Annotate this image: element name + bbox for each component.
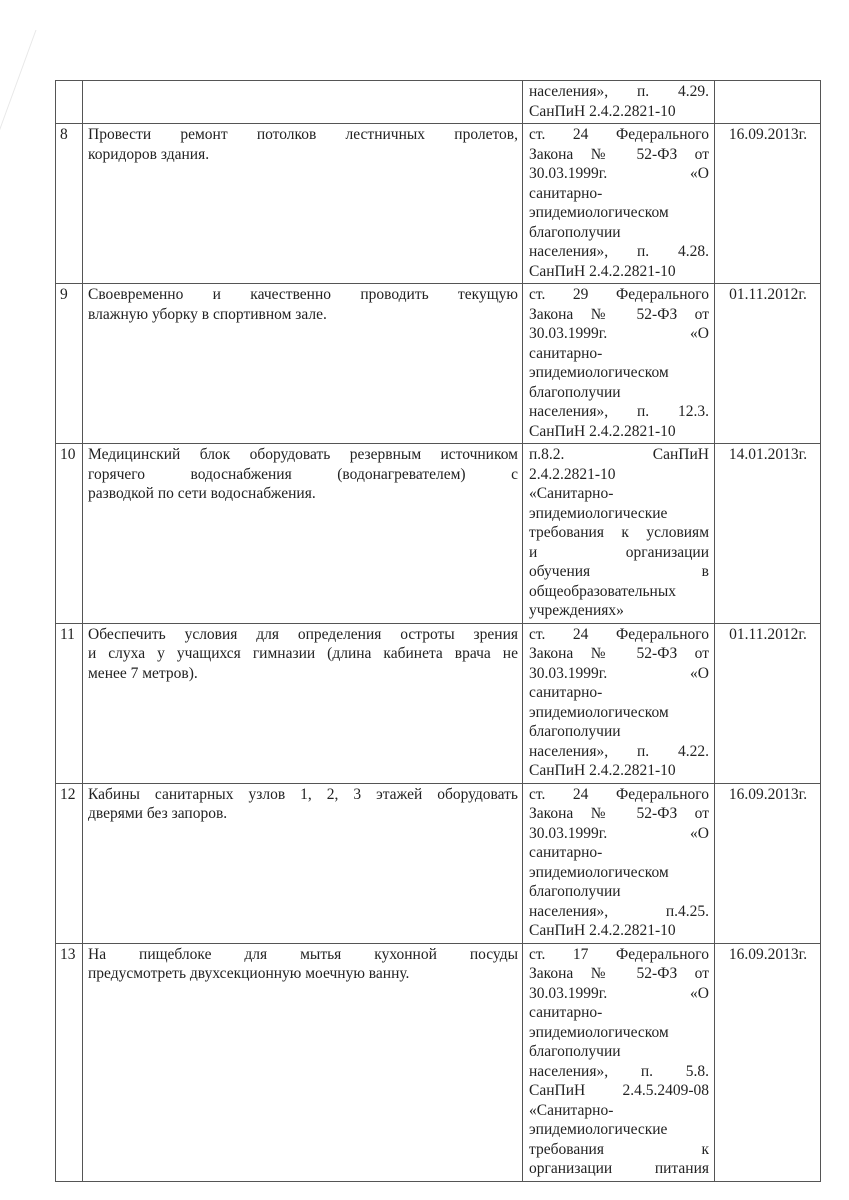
law-line: СанПиН 2.4.2.2821-10: [529, 922, 676, 939]
requirements-table: [55, 80, 821, 1182]
law-line: 30.03.1999г. «О: [529, 325, 709, 342]
law-line: населения», п. 4.29.: [529, 83, 709, 100]
law-line: СанПиН 2.4.2.2821-10: [529, 262, 676, 280]
law-line: ст. 29 Федерального: [529, 286, 709, 303]
desc-line: Провести ремонт потолков лестничных пролетов,: [88, 126, 518, 143]
measure-description: [83, 623, 523, 783]
desc-line: влажную уборку в спортивном зале.: [88, 305, 327, 323]
measure-description: [83, 943, 523, 1181]
desc-line: Обеспечить условия для определения остроты зрения: [88, 625, 518, 643]
law-line: благополучии: [529, 223, 621, 241]
law-line: населения», п. 12.3.: [529, 403, 709, 420]
desc-line: разводкой по сети водоснабжения.: [88, 485, 316, 502]
law-line: требования к условиям: [529, 524, 709, 541]
due-date: 16.09.2013г.: [715, 943, 821, 1181]
row-number: 11: [56, 623, 83, 783]
law-line: и организации: [529, 543, 709, 561]
law-line: Закона № 52-ФЗ от: [529, 305, 709, 323]
law-line: «Санитарно-: [529, 1101, 614, 1119]
law-line: Закона № 52-ФЗ от: [529, 965, 709, 982]
due-date: 01.11.2012г.: [715, 284, 821, 444]
law-line: ст. 17 Федерального: [529, 945, 709, 963]
desc-line: дверями без запоров.: [88, 805, 228, 822]
due-date: 14.01.2013г.: [715, 444, 821, 624]
law-line: требования к: [529, 1140, 709, 1158]
law-line: 30.03.1999г. «О: [529, 984, 709, 1002]
due-date: 01.11.2012г.: [715, 623, 821, 783]
row-number: 9: [56, 284, 83, 444]
law-line: ст. 24 Федерального: [529, 785, 709, 803]
due-date: [715, 81, 821, 124]
legal-basis: [523, 81, 715, 124]
row-number: [56, 81, 83, 124]
law-line: благополучии: [529, 383, 621, 401]
measure-description: [83, 284, 523, 444]
desc-line: предусмотреть двухсекционную моечную ванну.: [88, 965, 410, 982]
law-line: общеобразовательных: [529, 582, 677, 600]
table-row: [56, 124, 821, 284]
law-line: обучения в: [529, 563, 709, 580]
row-number: 12: [56, 783, 83, 943]
law-line: благополучии: [529, 723, 621, 740]
law-line: 30.03.1999г. «О: [529, 664, 709, 682]
law-line: 30.03.1999г. «О: [529, 824, 709, 842]
legal-basis: [523, 124, 715, 284]
row-number: 13: [56, 943, 83, 1181]
measure-description: [83, 783, 523, 943]
law-line: организации питания: [529, 1160, 709, 1177]
legal-basis: [523, 943, 715, 1181]
law-line: СанПиН 2.4.2.2821-10: [529, 102, 676, 120]
desc-line: Медицинский блок оборудовать резервным источником: [88, 446, 518, 463]
law-line: учреждениях»: [529, 602, 624, 619]
law-line: Закона № 52-ФЗ от: [529, 805, 709, 822]
legal-basis: [523, 783, 715, 943]
law-line: благополучии: [529, 1043, 621, 1060]
law-line: ст. 24 Федерального: [529, 625, 709, 643]
law-line: санитарно-: [529, 1004, 603, 1021]
legal-basis: [523, 284, 715, 444]
law-line: ст. 24 Федерального: [529, 126, 709, 143]
law-line: Закона № 52-ФЗ от: [529, 145, 709, 163]
desc-line: и слуха у учащихся гимназии (длина кабинета врача не: [88, 645, 518, 662]
law-line: эпидемиологическом: [529, 364, 669, 381]
law-line: 30.03.1999г. «О: [529, 165, 709, 182]
row-number: 8: [56, 124, 83, 284]
law-line: СанПиН 2.4.5.2409-08: [529, 1082, 709, 1099]
law-line: населения», п. 5.8.: [529, 1062, 709, 1080]
law-line: «Санитарно-: [529, 485, 614, 502]
table-row: [56, 81, 821, 124]
law-line: санитарно-: [529, 684, 603, 701]
law-line: эпидемиологические: [529, 504, 668, 522]
due-date: 16.09.2013г.: [715, 783, 821, 943]
measure-description: [83, 444, 523, 624]
measure-description: [83, 81, 523, 124]
table-row: [56, 284, 821, 444]
law-line: населения», п. 4.28.: [529, 243, 709, 260]
law-line: эпидемиологическом: [529, 204, 669, 221]
table-body: [56, 81, 821, 1182]
table-row: [56, 783, 821, 943]
table-row: [56, 444, 821, 624]
desc-line: На пищеблоке для мытья кухонной посуды: [88, 945, 518, 963]
due-date: 16.09.2013г.: [715, 124, 821, 284]
law-line: эпидемиологические: [529, 1121, 668, 1138]
legal-basis: [523, 444, 715, 624]
desc-line: горячего водоснабжения (водонагревателем) с: [88, 465, 518, 483]
row-number: 10: [56, 444, 83, 624]
law-line: санитарно-: [529, 184, 603, 202]
law-line: санитарно-: [529, 344, 603, 362]
law-line: эпидемиологическом: [529, 703, 669, 721]
law-line: 2.4.2.2821-10: [529, 465, 616, 483]
legal-basis: [523, 623, 715, 783]
desc-line: Своевременно и качественно проводить текущую: [88, 286, 518, 303]
law-line: благополучии: [529, 883, 621, 900]
table-row: [56, 943, 821, 1181]
law-line: Закона № 52-ФЗ от: [529, 645, 709, 662]
law-line: эпидемиологическом: [529, 863, 669, 881]
law-line: санитарно-: [529, 844, 603, 861]
desc-line: коридоров здания.: [88, 145, 210, 163]
desc-line: Кабины санитарных узлов 1, 2, 3 этажей оборудовать: [88, 785, 518, 803]
desc-line: менее 7 метров).: [88, 664, 198, 682]
law-line: п.8.2. СанПиН: [529, 446, 709, 463]
table-row: [56, 623, 821, 783]
law-line: СанПиН 2.4.2.2821-10: [529, 762, 676, 779]
law-line: населения», п.4.25.: [529, 902, 709, 920]
measure-description: [83, 124, 523, 284]
law-line: СанПиН 2.4.2.2821-10: [529, 422, 676, 440]
law-line: эпидемиологическом: [529, 1023, 669, 1041]
law-line: населения», п. 4.22.: [529, 742, 709, 760]
